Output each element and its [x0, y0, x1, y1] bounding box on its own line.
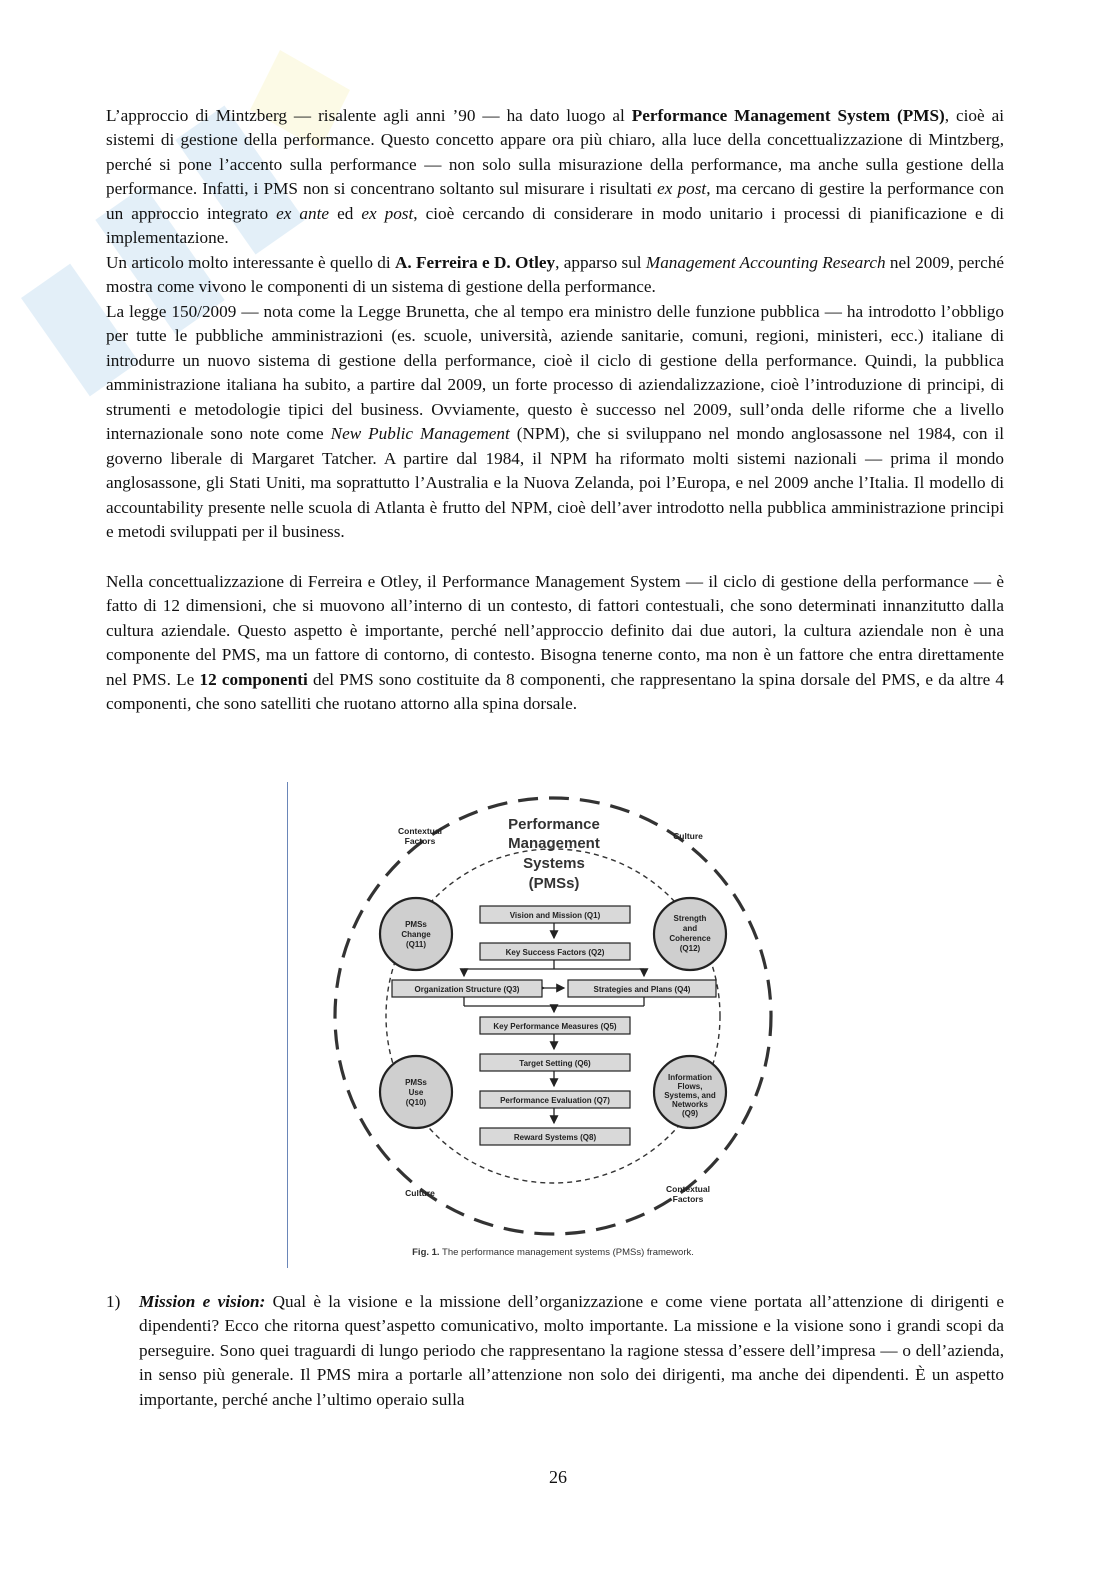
svg-text:Performance Evaluation (Q7): Performance Evaluation (Q7) [500, 1096, 610, 1105]
circle-q10 [380, 1056, 452, 1128]
svg-text:Organization Structure (Q3): Organization Structure (Q3) [414, 985, 520, 994]
box-q5 [480, 1017, 630, 1034]
figure-title-line-1: Performance [508, 816, 600, 833]
svg-text:Key Performance Measures (Q5): Key Performance Measures (Q5) [493, 1022, 617, 1031]
svg-text:(Q10): (Q10) [405, 1098, 427, 1107]
box-q4 [568, 980, 716, 997]
svg-text:Reward Systems (Q8): Reward Systems (Q8) [513, 1133, 597, 1142]
svg-text:Systems, and: Systems, and [664, 1091, 716, 1100]
svg-text:Target Setting (Q6): Target Setting (Q6) [519, 1059, 591, 1068]
svg-text:PMSs: PMSs [405, 1078, 427, 1087]
page-number: 26 [549, 1467, 567, 1487]
svg-text:and: and [682, 924, 698, 933]
svg-text:Strategies and Plans (Q4): Strategies and Plans (Q4) [593, 985, 691, 994]
contextual-factors-top-label-2: Factors [404, 836, 436, 846]
contextual-factors-bottom-label-1: Contextual [666, 1184, 710, 1194]
list-item-title: Mission e vision: [139, 1292, 266, 1311]
svg-text:(Q12): (Q12) [679, 944, 701, 953]
box-q6 [480, 1054, 630, 1071]
culture-top-label: Culture [673, 831, 703, 841]
circle-q9 [654, 1056, 726, 1128]
svg-text:Flows,: Flows, [677, 1082, 703, 1091]
paragraph-twelve-components: Nella concettualizzazione di Ferreira e Otley, il Performance Management System — il ciclo di gestione della performance — è fatto di 12 dimensioni, che si muovono all’interno di un contesto, di fattori contestuali, che sono determinati innanzitutto dalla cultura aziendale. Questo aspetto è importante, perché nell’approccio definito dai due autori, la cultura aziendale non è una componente del PMS, ma un fattore di contorno, di contesto. Bisogna tenerne conto, ma non è un fattore che entra direttamente nel PMS. Le 12 componenti del PMS sono costituite da 8 componenti, che rappresentano la spina dorsale del PMS, e da altre 4 componenti, che sono satelliti che ruotano attorno alla spina dorsale. [106, 572, 1005, 714]
svg-text:Strength: Strength [673, 914, 707, 923]
svg-text:Change: Change [401, 930, 431, 939]
box-q1 [480, 906, 630, 923]
box-q2 [480, 943, 630, 960]
pms-framework-figure [286, 782, 826, 1270]
svg-text:PMSs: PMSs [405, 920, 427, 929]
figure-title-line-2: Management [508, 835, 600, 852]
svg-text:Coherence: Coherence [669, 934, 711, 943]
contextual-factors-top-label-1: Contextual [398, 826, 442, 836]
box-q8 [480, 1128, 630, 1145]
list-item-text: Qual è la visione e la missione dell’organizzazione e come viene portata all’attenzione di dirigenti e dipendenti? Ecco che ritorna quest’aspetto comunicativo, molto importante. La missione e la visione sono i grandi scopi da perseguire. Sono quei traguardi di lungo periodo che rappresentano la ragione stessa d’essere dell’impresa — o dell’azienda, in senso più generale. Il PMS mira a portarle all’attenzione non solo dei dirigenti, ma anche dei dipendenti. È un aspetto importante, perché anche l’ultimo operaio sulla [139, 1292, 1004, 1409]
paragraph-legge-brunetta: La legge 150/2009 — nota come la Legge Brunetta, che al tempo era ministro delle funzione pubblica — ha introdotto l’obbligo per tutte le pubbliche amministrazioni (es. scuole, università, aziende sanitarie, comuni, regioni, ministeri, ecc.) italiane di introdurre un nuovo sistema di gestione della performance, cioè il ciclo di gestione della performance. Quindi, la pubblica amministrazione italiana ha subito, a partire dal 2009, un forte processo di aziendalizzazione, cioè l’introduzione di principi, di strumenti e metodologie tipici del business. Ovviamente, questo è successo nel 2009, sull’onda delle riforme che a livello internazionale sono note come New Public Management (NPM), che si sviluppano nel mondo anglosassone nel 1984, con il governo liberale di Margaret Tatcher. A partire dal 1984, il NPM ha riformato molti sistemi nazionali — prima il mondo anglosassone, gli Stati Uniti, ma soprattutto l’Australia e la Nuova Zelanda, poi l’Europa, e nel 2009 anche l’Italia. Il modello di accountability presente nelle scuola di Atlanta è frutto del NPM, cioè dell’aver introdotto nella pubblica amministrazione principi e metodi sviluppati per il business. [106, 302, 1004, 542]
svg-text:Networks: Networks [671, 1100, 709, 1109]
culture-bottom-label: Culture [405, 1188, 435, 1198]
figure-title-line-3: Systems [523, 855, 585, 872]
box-q3 [392, 980, 542, 997]
svg-text:Use: Use [408, 1088, 424, 1097]
circle-q11 [380, 898, 452, 970]
figure-caption: Fig. 1. The performance management systems (PMSs) framework. [412, 1247, 694, 1258]
paragraph-pms-intro: L’approccio di Mintzberg — risalente agli anni ’90 — ha dato luogo al Performance Management System (PMS), cioè ai sistemi di gestione della performance. Questo concetto appare ora più chiaro, alla luce della concettualizzazione di Mintzberg, perché si pone l’accento sulla performance — non solo sulla misurazione della performance, ma anche sulla gestione della performance. Infatti, i PMS non si concentrano soltanto sul misurare i risultati ex post, ma cercano di gestire la performance con un approccio integrato ex ante ed ex post, cioè cercando di considerare in modo unitario i processi di pianificazione e di implementazione. [106, 106, 1004, 248]
box-q7 [480, 1091, 630, 1108]
figure-title-line-4: (PMSs) [528, 875, 580, 892]
svg-text:(Q11): (Q11) [405, 940, 427, 949]
list-item-number: 1) [106, 1292, 121, 1311]
svg-text:Key Success Factors (Q2): Key Success Factors (Q2) [505, 948, 605, 957]
circle-q12 [654, 898, 726, 970]
contextual-factors-bottom-label-2: Factors [672, 1194, 704, 1204]
list-item-mission-vision [106, 1290, 1004, 1412]
svg-text:Information: Information [668, 1073, 712, 1082]
svg-text:Vision and Mission (Q1): Vision and Mission (Q1) [509, 911, 601, 920]
paragraph-ferreira-otley: Un articolo molto interessante è quello di A. Ferreira e D. Otley, apparso sul Management Accounting Research nel 2009, perché mostra come vivono le componenti di un sistema di gestione della performance. [106, 253, 1004, 297]
svg-text:(Q9): (Q9) [682, 1109, 698, 1118]
